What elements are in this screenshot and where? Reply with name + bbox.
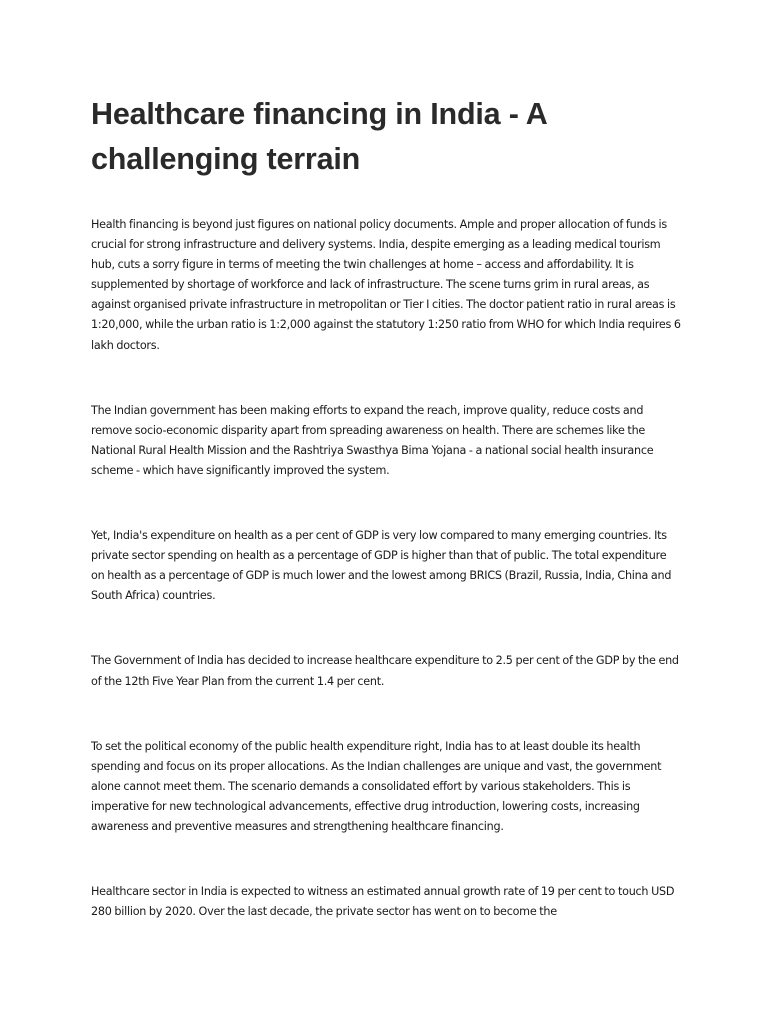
paragraph-health-financing: Health financing is beyond just figures on national policy documents. Ample and proper allocation of funds is crucial for strong infrastructure and delivery systems. India, despite emerging as a leading medical tourism hub, cuts a sorry figure in terms of meeting the twin challenges at home – access and affordability. It is supplemented by shortage of workforce and lack of infrastructure. The scene turns grim in rural areas, as against organised private infrastructure in metropolitan or Tier I cities. The doctor patient ratio in rural areas is 1:20,000, while the urban ratio is 1:2,000 against the statutory 1:250 ratio from WHO for which India requires 6 lakh doctors. xyxy=(91,218,681,352)
document-page xyxy=(91,92,681,967)
paragraph-political-economy: To set the political economy of the public health expenditure right, India has to at least double its health spending and focus on its proper allocations. As the Indian challenges are unique and vast, the government alone cannot meet them. The scenario demands a consolidated effort by various stakeholders. This is imperative for new technological advancements, effective drug introduction, lowering costs, increasing awareness and preventive measures and strengthening healthcare financing. xyxy=(91,739,662,833)
document-title: Healthcare financing in India - A challenging terrain xyxy=(91,97,547,176)
paragraph-gdp-expenditure: Yet, India's expenditure on health as a per cent of GDP is very low compared to many emerging countries. Its private sector spending on health as a percentage of GDP is higher than that of public. The total expenditure on health as a percentage of GDP is much lower and the lowest among BRICS (Brazil, Russia, India, China and South Africa) countries. xyxy=(91,529,672,603)
paragraph-expenditure-target: The Government of India has decided to increase healthcare expenditure to 2.5 per cent of the GDP by the end of the 12th Five Year Plan from the current 1.4 per cent. xyxy=(91,654,679,688)
paragraph-government-efforts: The Indian government has been making efforts to expand the reach, improve quality, reduce costs and remove socio-economic disparity apart from spreading awareness on health. There are schemes like the National Rural Health Mission and the Rashtriya Swasthya Bima Yojana - a national social health insurance scheme - which have significantly improved the system. xyxy=(91,403,654,477)
paragraph-sector-growth: Healthcare sector in India is expected to witness an estimated annual growth rate of 19 per cent to touch USD 280 billion by 2020. Over the last decade, the private sector has went on to become the xyxy=(91,885,675,919)
